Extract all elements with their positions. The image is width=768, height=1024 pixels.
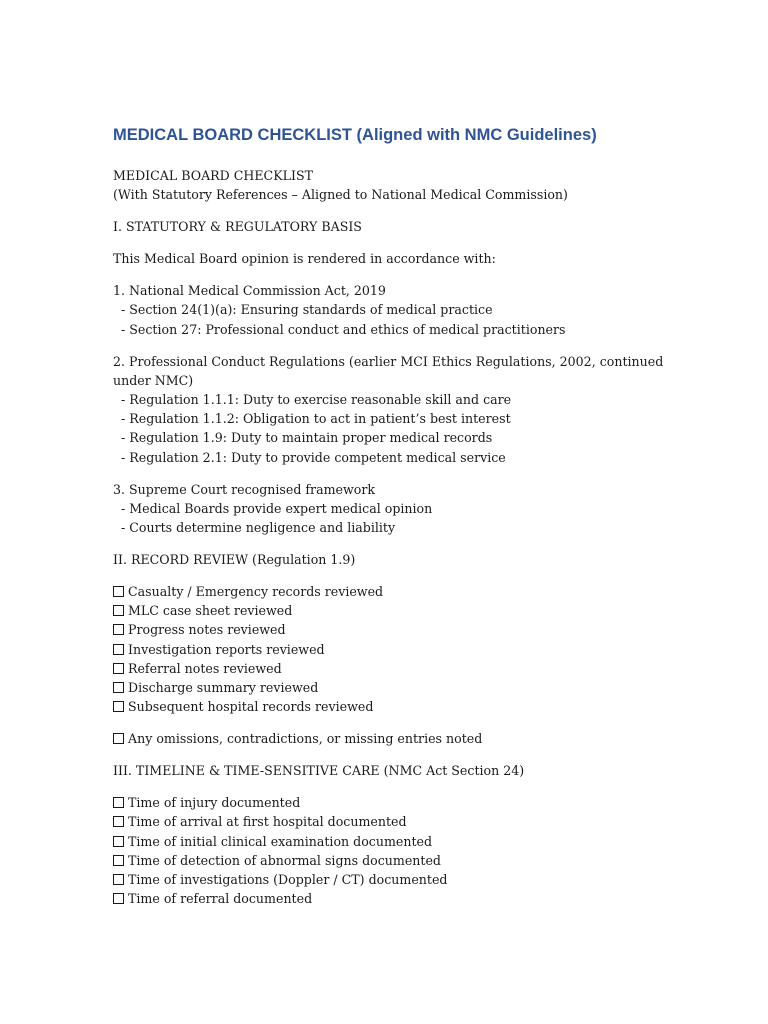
checklist-item-label: Discharge summary reviewed <box>128 680 319 696</box>
checklist-item[interactable] <box>113 678 673 697</box>
statute-item-heading: 1. National Medical Commission Act, 2019 <box>113 283 386 299</box>
timeline-checklist <box>113 793 673 908</box>
checkbox-icon[interactable] <box>113 682 124 693</box>
checklist-item[interactable] <box>113 729 673 748</box>
checkbox-icon[interactable] <box>113 663 124 674</box>
checklist-item[interactable] <box>113 812 673 831</box>
checklist-item[interactable] <box>113 697 673 716</box>
checkbox-icon[interactable] <box>113 874 124 885</box>
omissions-check <box>113 729 673 748</box>
checklist-item-label: Referral notes reviewed <box>128 660 282 676</box>
checkbox-icon[interactable] <box>113 836 124 847</box>
checklist-item-label: Casualty / Emergency records reviewed <box>128 584 384 600</box>
checklist-item-label: Subsequent hospital records reviewed <box>128 699 374 715</box>
checklist-item-label: Progress notes reviewed <box>128 622 286 638</box>
checklist-item-label: Time of arrival at first hospital documented <box>128 814 407 830</box>
statute-sub-item: - Regulation 1.9: Duty to maintain proper medical records <box>121 430 493 446</box>
section-1-title: I. STATUTORY & REGULATORY BASIS <box>113 219 362 235</box>
record-review-checklist <box>113 582 673 716</box>
section-3-title: III. TIMELINE & TIME-SENSITIVE CARE (NMC Act Section 24) <box>113 763 525 779</box>
statute-sub-item: - Courts determine negligence and liability <box>121 520 396 536</box>
statute-sub-item: - Regulation 1.1.2: Obligation to act in patient’s best interest <box>121 411 511 427</box>
checkbox-icon[interactable] <box>113 586 124 597</box>
checklist-item[interactable] <box>113 620 673 639</box>
checklist-item-label: Any omissions, contradictions, or missing entries noted <box>128 731 483 747</box>
document-body <box>113 166 673 908</box>
statute-sub-item: - Section 24(1)(a): Ensuring standards of medical practice <box>121 302 493 318</box>
checkbox-icon[interactable] <box>113 605 124 616</box>
checklist-item[interactable] <box>113 601 673 620</box>
checkbox-icon[interactable] <box>113 701 124 712</box>
checklist-item[interactable] <box>113 870 673 889</box>
checkbox-icon[interactable] <box>113 893 124 904</box>
checkbox-icon[interactable] <box>113 624 124 635</box>
statute-item-2 <box>113 352 673 467</box>
statute-sub-item: - Regulation 2.1: Duty to provide competent medical service <box>121 449 506 465</box>
statute-item-heading: 2. Professional Conduct Regulations (earlier MCI Ethics Regulations, 2002, continued under NMC) <box>113 353 664 388</box>
checklist-item[interactable] <box>113 659 673 678</box>
checklist-item[interactable] <box>113 582 673 601</box>
checklist-subtitle: (With Statutory References – Aligned to National Medical Commission) <box>113 187 568 203</box>
document-heading: MEDICAL BOARD CHECKLIST (Aligned with NMC Guidelines) <box>113 126 597 144</box>
checklist-item-label: Time of investigations (Doppler / CT) documented <box>128 872 448 888</box>
statute-sub-item: - Regulation 1.1.1: Duty to exercise reasonable skill and care <box>121 392 512 408</box>
checkbox-icon[interactable] <box>113 816 124 827</box>
checklist-item[interactable] <box>113 640 673 659</box>
statute-item-3 <box>113 480 673 538</box>
checklist-item[interactable] <box>113 889 673 908</box>
statute-item-1 <box>113 281 673 339</box>
checkbox-icon[interactable] <box>113 855 124 866</box>
checklist-item-label: Investigation reports reviewed <box>128 641 325 657</box>
section-1-intro: This Medical Board opinion is rendered in accordance with: <box>113 251 496 267</box>
checklist-item[interactable] <box>113 793 673 812</box>
checklist-item-label: MLC case sheet reviewed <box>128 603 293 619</box>
checkbox-icon[interactable] <box>113 733 124 744</box>
checkbox-icon[interactable] <box>113 644 124 655</box>
checklist-title: MEDICAL BOARD CHECKLIST <box>113 168 313 183</box>
checklist-item-label: Time of injury documented <box>128 795 301 811</box>
document-page <box>113 124 673 921</box>
statute-item-heading: 3. Supreme Court recognised framework <box>113 481 375 497</box>
checklist-item[interactable] <box>113 851 673 870</box>
checklist-item[interactable] <box>113 832 673 851</box>
section-2-title: II. RECORD REVIEW (Regulation 1.9) <box>113 552 356 568</box>
statute-sub-item: - Medical Boards provide expert medical opinion <box>121 500 433 516</box>
title-block <box>113 166 673 204</box>
checklist-item-label: Time of referral documented <box>128 891 313 907</box>
statute-sub-item: - Section 27: Professional conduct and ethics of medical practitioners <box>121 321 566 337</box>
checklist-item-label: Time of detection of abnormal signs documented <box>128 852 441 868</box>
checklist-item-label: Time of initial clinical examination documented <box>128 833 433 849</box>
checkbox-icon[interactable] <box>113 797 124 808</box>
